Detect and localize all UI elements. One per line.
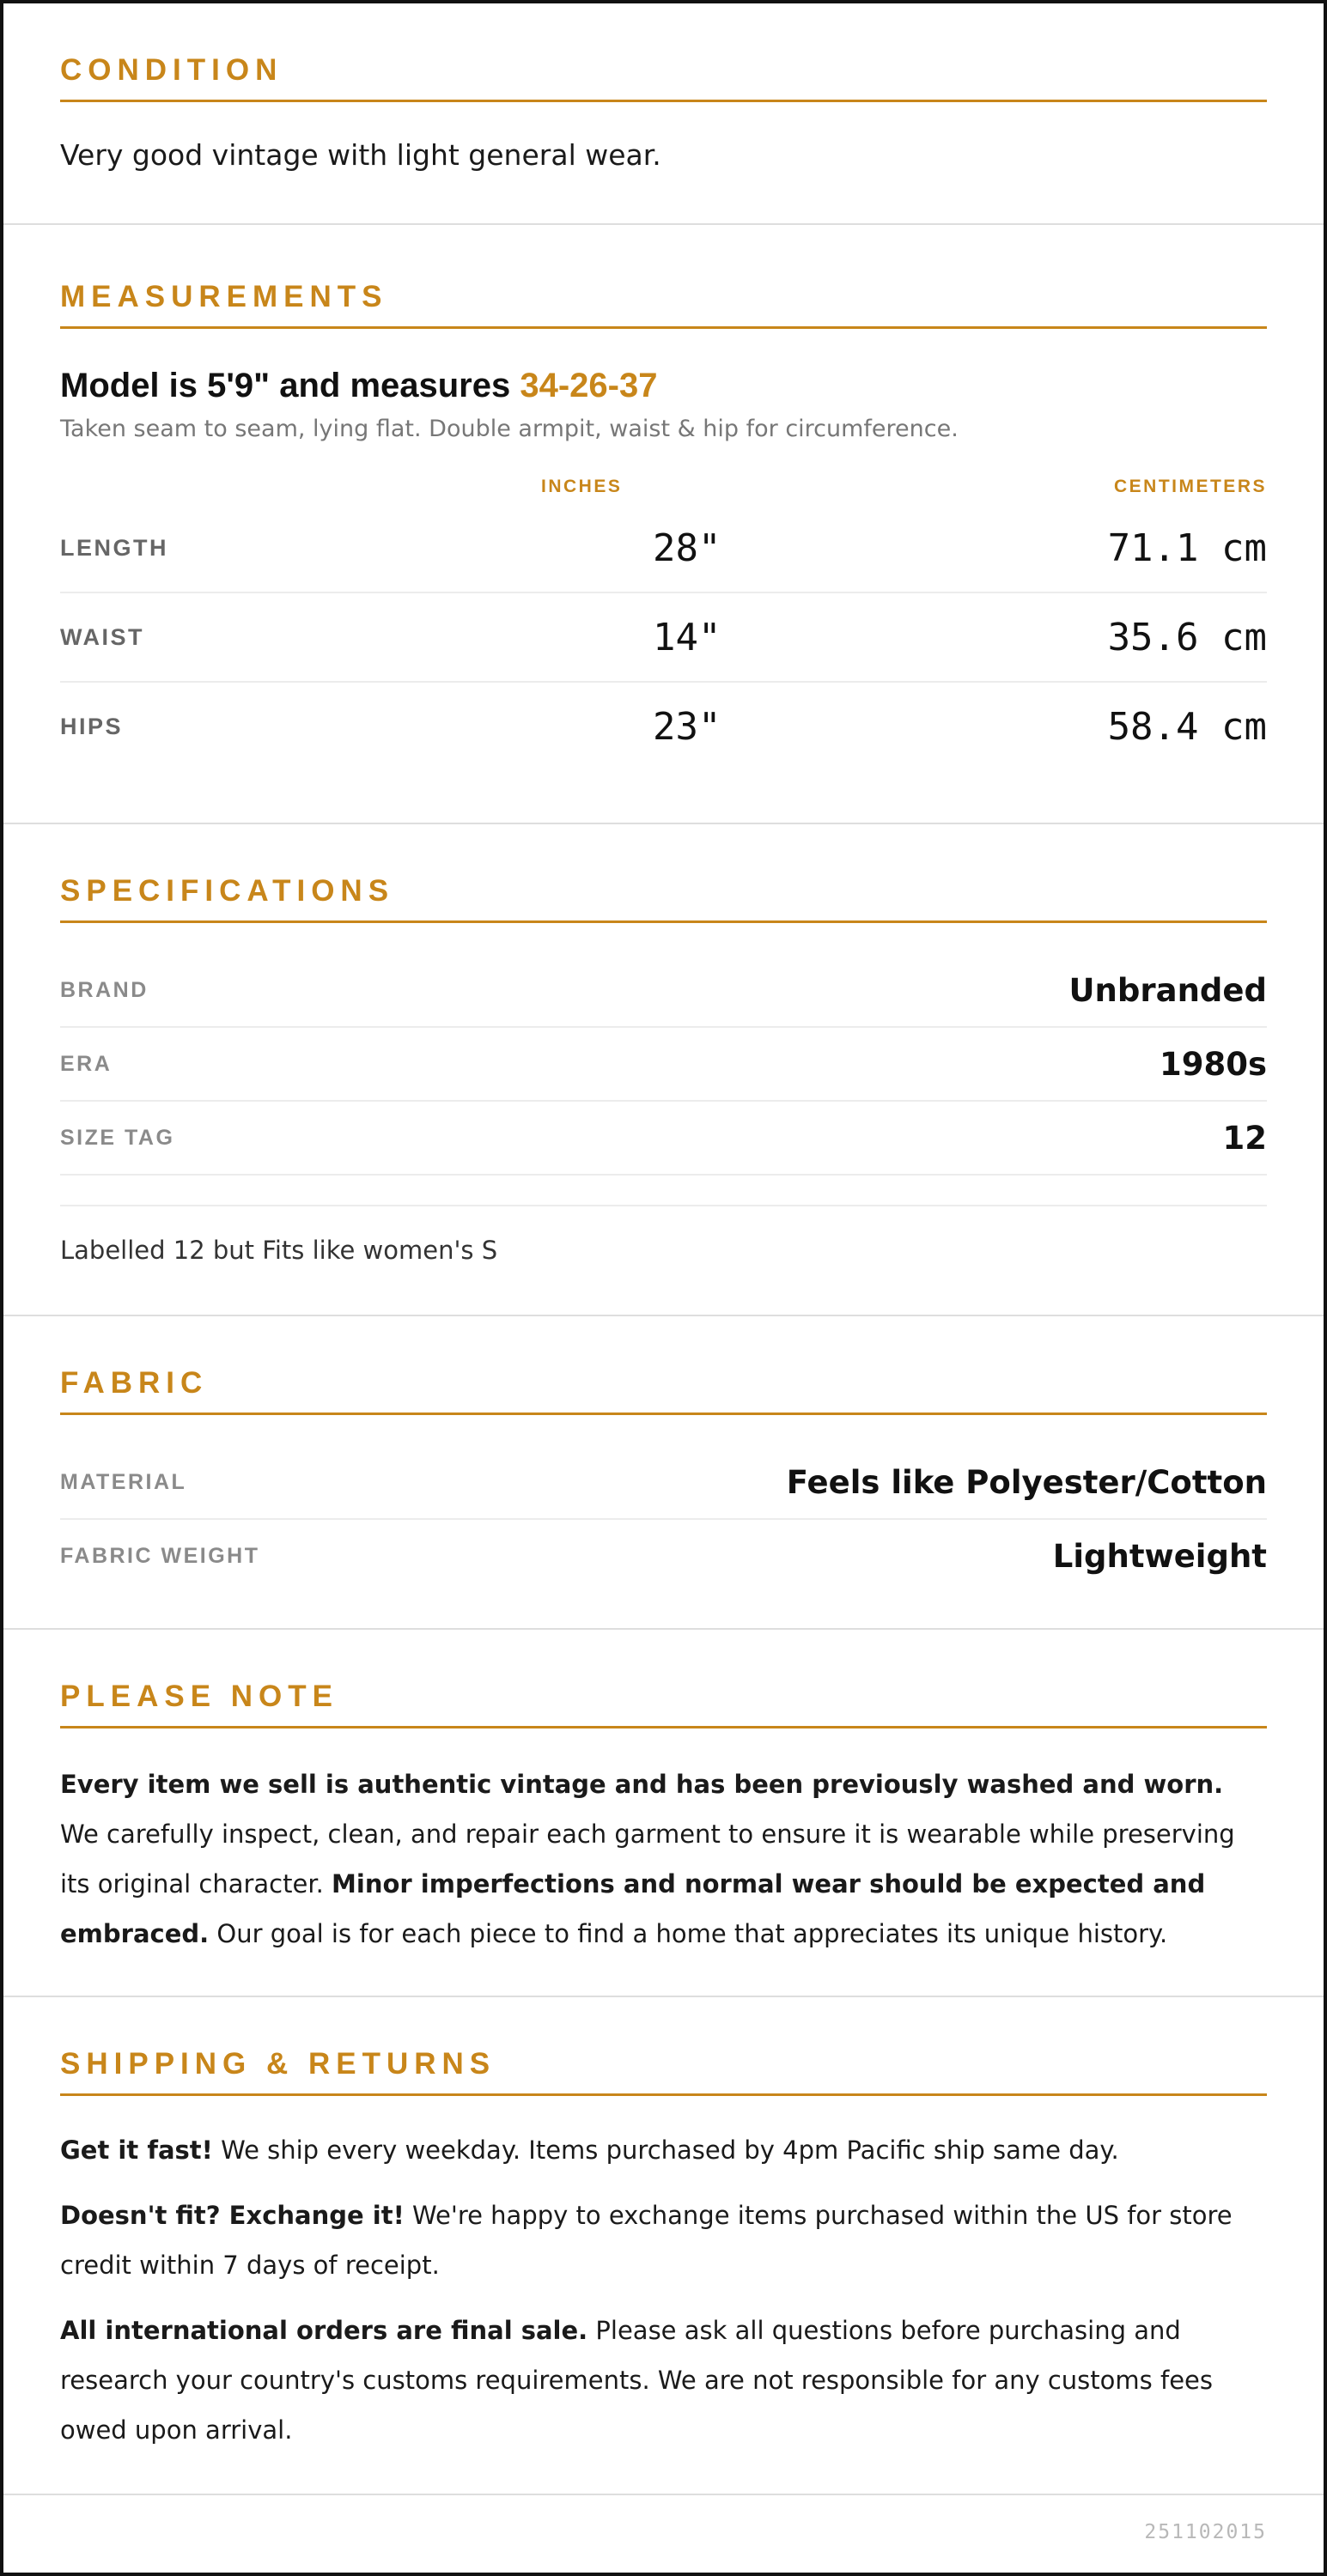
please-note-heading: PLEASE NOTE (60, 1680, 1267, 1728)
measurement-cm: 58.4 cm (1107, 704, 1267, 749)
measurement-inches: 23" (653, 704, 721, 749)
please-note-text (60, 1759, 1267, 1959)
shipping-text-span: We ship every weekday. Items purchased by 4pm Pacific ship same day. (212, 2136, 1119, 2165)
specifications-section (3, 824, 1324, 1316)
measurement-row-hips (60, 683, 1267, 770)
measurement-table-header (60, 477, 1267, 497)
shipping-bold: All international orders are final sale. (60, 2316, 588, 2345)
size-note: Labelled 12 but Fits like women's S (60, 1205, 1267, 1265)
fabric-value: Lightweight (1052, 1537, 1267, 1575)
fabric-row-weight (60, 1520, 1267, 1592)
measurement-label: LENGTH (60, 534, 168, 561)
measurement-row-waist (60, 593, 1267, 683)
shipping-text-span: Please ask all questions before purchasing and research your country's customs requirements. We are not responsible for any customs fees owed upon arrival. (60, 2316, 1213, 2445)
spec-value: 1980s (1159, 1045, 1267, 1083)
note-text-2: Our goal is for each piece to find a home that appreciates its unique history. (209, 1919, 1168, 1948)
spec-key: ERA (60, 1051, 113, 1076)
shipping-bold: Doesn't fit? Exchange it! (60, 2201, 405, 2230)
fabric-list (60, 1446, 1267, 1592)
shipping-heading: SHIPPING & RETURNS (60, 2047, 1267, 2096)
shipping-text (60, 2125, 1267, 2455)
shipping-returns-section (3, 1997, 1324, 2495)
measurement-cm: 71.1 cm (1107, 526, 1267, 570)
shipping-bold: Get it fast! (60, 2136, 213, 2165)
measurement-row-length (60, 504, 1267, 593)
measurement-label: WAIST (60, 623, 144, 650)
shipping-paragraph-exchange (60, 2190, 1267, 2290)
measurement-label: HIPS (60, 713, 124, 739)
specifications-list (60, 954, 1267, 1176)
specifications-heading: SPECIFICATIONS (60, 874, 1267, 923)
centimeters-column-header: CENTIMETERS (1113, 477, 1267, 496)
model-measurements (60, 367, 1267, 405)
condition-text: Very good vintage with light general wear. (60, 138, 661, 172)
measurement-table (60, 504, 1267, 770)
measurements-heading: MEASUREMENTS (60, 280, 1267, 329)
fabric-row-material (60, 1446, 1267, 1520)
measurement-inches: 28" (653, 526, 721, 570)
note-bold-1: Every item we sell is authentic vintage and has been previously washed and worn. (60, 1770, 1224, 1799)
spec-key: SIZE TAG (60, 1125, 175, 1150)
spec-row-brand (60, 954, 1267, 1028)
spec-row-era (60, 1028, 1267, 1102)
measurement-inches: 14" (653, 615, 721, 659)
spec-value: 12 (1222, 1119, 1267, 1157)
fabric-key: MATERIAL (60, 1469, 187, 1494)
spec-key: BRAND (60, 977, 149, 1002)
spec-value: Unbranded (1068, 971, 1267, 1009)
shipping-paragraph-fast (60, 2125, 1267, 2175)
measurement-cm: 35.6 cm (1107, 615, 1267, 659)
fabric-key: FABRIC WEIGHT (60, 1543, 260, 1568)
fabric-value: Feels like Polyester/Cotton (786, 1463, 1267, 1501)
condition-heading: CONDITION (60, 53, 1267, 102)
fabric-section (3, 1316, 1324, 1630)
note-text-1: We carefully inspect, clean, and repair each garment to ensure it is wearable while preserving its original character. (60, 1820, 1235, 1899)
fabric-heading: FABRIC (60, 1366, 1267, 1415)
shipping-text-span: We're happy to exchange items purchased within the US for store credit within 7 days of receipt. (60, 2201, 1233, 2280)
measurements-section (3, 225, 1324, 824)
measurement-note: Taken seam to seam, lying flat. Double armpit, waist & hip for circumference. (60, 416, 959, 442)
shipping-paragraph-international (60, 2306, 1267, 2455)
model-prefix: Model is 5'9" and measures (60, 367, 520, 404)
condition-section (3, 3, 1324, 225)
note-bold-2: Minor imperfections and normal wear should be expected and embraced. (60, 1869, 1206, 1948)
model-measures-value: 34-26-37 (520, 367, 658, 404)
product-code: 251102015 (1144, 2521, 1267, 2543)
inches-column-header: INCHES (541, 477, 623, 496)
please-note-section (3, 1630, 1324, 1997)
spec-row-size-tag (60, 1102, 1267, 1176)
